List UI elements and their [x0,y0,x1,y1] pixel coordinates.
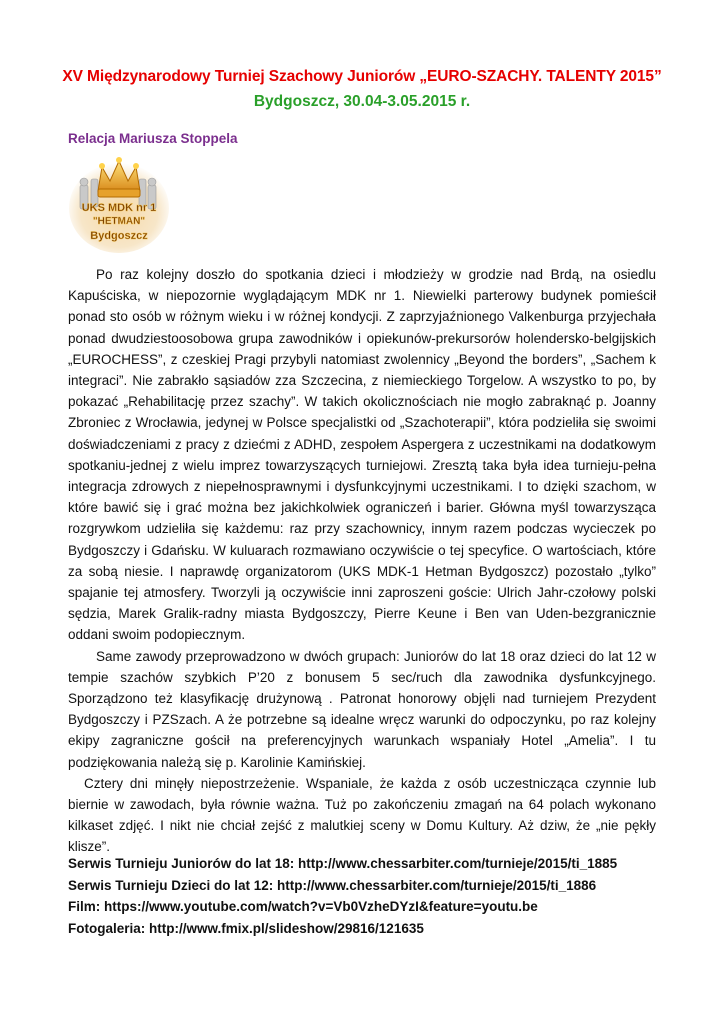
logo-text-3: Bydgoszcz [90,230,148,242]
paragraph-3: Cztery dni minęły niepostrzeżenie. Wspaniale, że każda z osób uczestnicząca czynnie lub biernie w zawodach, była równie ważna. Tuż po zakończeniu zmagań na 64 polach wykonano kilkaset zdjęć. I nikt nie chciał zejść z malutkiej sceny w Domu Kultury. Aż dziw, że „nie pękły klisze”. [68,775,656,855]
paragraph-1: Po raz kolejny doszło do spotkania dzieci i młodzieży w grodzie nad Brdą, na osiedlu Kapuściska, w niepozornie wyglądającym MDK nr 1. Niewielki parterowy budynek pomieścił ponad sto osób w różnym wieku i w różnej kondycji. Z zaprzyjaźnionego Valkenburga przyjechała ponad dwudziestoosobowa grupa zawodników i opiekunów-prekursorów holendersko-belgijskich „EUROCHESS”, z czeskiej Pragi przybyli natomiast zwolennicy „Beyond the borders”, „Sachem k integraci”. Nie zabrakło sąsiadów zza Szczecina, z niemieckiego Torgelow. A wszystko to po, by pokazać „Rehabilitację przez szachy”. W takich okolicznościach nie mogło zabraknąć p. Joanny Zbroniec z Wrocławia, jedynej w Polsce specjalistki od „Szachoterapii”, która podzieliła się swoimi doświadczeniami z pracy z dziećmi z ADHD, zespołem Aspergera z uczestnikami na dodatkowym spotkaniu-jednej z wielu imprez towarzyszących turniejowi. Zresztą taka była idea turnieju-pełna integracja zdrowych z niepełnosprawnymi i dysfunkcyjnymi uczestnikami. I to dzięki szachom, w które bawić się i grać można bez jakichkolwiek ograniczeń i barier. Główna myśl towarzysząca rozgrywkom udzieliła się każdemu: raz przy szachownicy, innym razem podczas wycieczek po Bydgoszczy i Gdańsku. W kuluarach rozmawiano oczywiście o tej specyfice. O wartościach, które za sobą niesie. I naprawdę organizatorom (UKS MDK-1 Hetman Bydgoszcz) pozostało „tylko” spajanie tej atmosfery. Tworzyli ją oczywiście inni zaproszeni goście: Ulrich Jahr-czołowy polski sędzia, Marek Gralik-radny miasta Bydgoszczy, Pierre Keune i Ben van Uden-bezgranicznie oddani swoim podopiecznym. [68,267,656,643]
author-line: Relacja Mariusza Stoppela [68,131,238,146]
paragraph-2: Same zawody przeprowadzono w dwóch grupach: Juniorów do lat 18 oraz dzieci do lat 12 w tempie szachów szybkich P’20 z bonusem 5 sec/ruch dla zawodnika dysfunkcyjnego. Sporządzono też klasyfikację drużynową . Patronat honorowy objęli nad turniejem Prezydent Bydgoszczy i PZSzach. A że potrzebne są idealne wręcz warunki do odpoczynku, po raz kolejny ekipy zagraniczne gościł na preferencyjnych warunkach wspaniały Hotel „Amelia”. I tu podziękowania należą się p. Karolinie Kamińskiej. [68,648,656,770]
link-children-service[interactable]: Serwis Turnieju Dzieci do lat 12: http://www.chessarbiter.com/turnieje/2015/ti_1886 [68,877,597,893]
logo-text-2: "HETMAN" [92,216,146,227]
article-body [68,264,656,858]
link-film[interactable]: Film: https://www.youtube.com/watch?v=Vb0VzheDYzI&feature=youtu.be [68,899,538,915]
club-logo [68,153,170,253]
document-title: XV Międzynarodowy Turniej Szachowy Juniorów „EURO-SZACHY. TALENTY 2015” [62,68,662,85]
links-section [68,853,668,939]
link-photo-gallery[interactable]: Fotogaleria: http://www.fmix.pl/slideshow/29816/121635 [68,920,424,936]
link-junior-service[interactable]: Serwis Turnieju Juniorów do lat 18: http://www.chessarbiter.com/turnieje/2015/ti_1885 [68,856,618,871]
logo-text-1: UKS MDK nr 1 [81,202,157,214]
document-subtitle: Bydgoszcz, 30.04-3.05.2015 r. [253,93,471,110]
